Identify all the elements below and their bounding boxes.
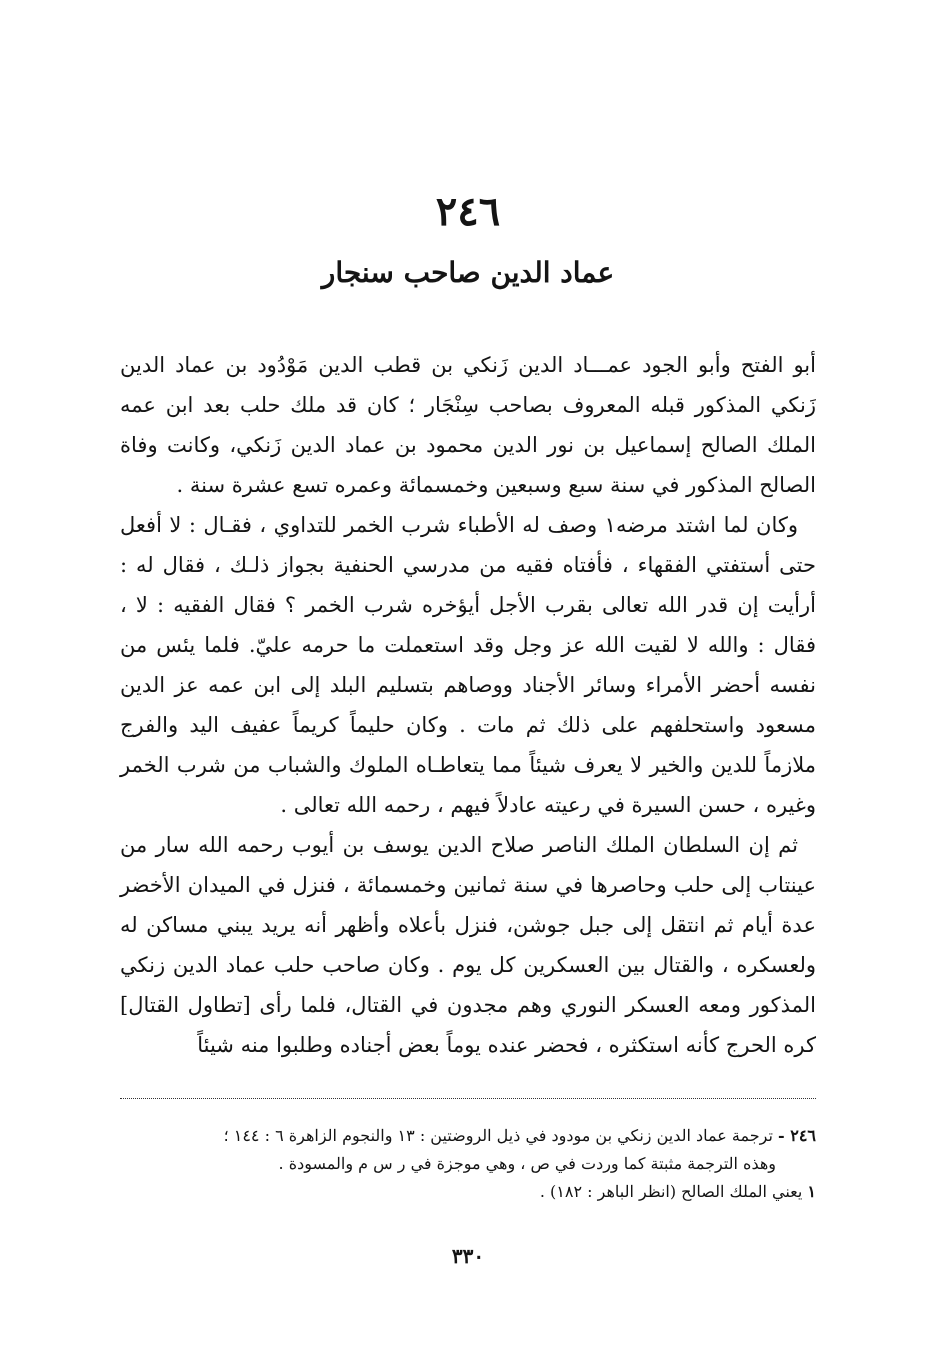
footnote-1: [120, 1178, 816, 1206]
footnote-mark: ١: [807, 1182, 816, 1201]
footnotes: [120, 1122, 816, 1206]
paragraph-3: ثم إن السلطان الملك الناصر صلاح الدين يوسف بن أيوب رحمه الله سار من عينتاب إلى حلب وحاصرها في سنة ثمانين وخمسمائة ، فنزل في الميدان الأخضر عدة أيام ثم انتقل إلى جبل جوشن، فنزل بأعلاه وأظهر أنه يريد يبني مساكن له ولعسكره ، والقتال بين العسكرين كل يوم . وكان صاحب حلب عماد الدين زنكي المذكور ومعه العسكر النوري وهم مجدون في القتال، فلما رأى [تطاول القتال] كره الحرج كأنه استكثره ، فحضر عنده يوماً بعض أجناده وطلبوا منه شيئاً: [120, 833, 816, 1057]
entry-number: ٢٤٦: [435, 188, 501, 235]
footnote-text: يعني الملك الصالح (انظر الباهر : ١٨٢) .: [539, 1182, 803, 1201]
entry-title: عماد الدين صاحب سنجار: [321, 256, 615, 289]
paragraph-2: وكان لما اشتد مرضه١ وصف له الأطباء شرب الخمر للتداوي ، فقـال : لا أفعل حتى أستفتي الفقهاء ، فأفتاه فقيه من مدرسي الحنفية بجواز ذلـك ، فقال له : أرأيت إن قدر الله تعالى بقرب الأجل أيؤخره شرب الخمر ؟ فقال الفقيه : لا ، فقال : والله لا لقيت الله عز وجل وقد استعملت ما حرمه عليّ. فلما يئس من نفسه أحضر الأمراء وسائر الأجناد ووصاهم بتسليم البلد إلى ابن عمه عز الدين مسعود واستحلفهم على ذلك ثم مات . وكان حليماً كريماً عفيف اليد والفرج ملازماً للدين والخير لا يعرف شيئاً مما يتعاطـاه الملوك والشباب من شرب الخمر وغيره ، حسن السيرة في رعيته عادلاً فيهم ، رحمه الله تعالى .: [120, 513, 816, 817]
paragraph-1: أبو الفتح وأبو الجود عمـــاد الدين زَنكي بن قطب الدين مَوْدُود بن عماد الدين زَنكي المذكور قبله المعروف بصاحب سِنْجَار ؛ كان قد ملك حلب بعد ابن عمه الملك الصالح إسماعيل بن نور الدين محمود بن عماد الدين زَنكي، وكانت وفاة الصالح المذكور في سنة سبع وسبعين وخمسمائة وعمره تسع عشرة سنة .: [120, 353, 816, 497]
page-number: ٣٣٠: [451, 1244, 485, 1268]
footnote-divider: [120, 1098, 816, 1099]
footnote-mark: ٢٤٦ -: [778, 1126, 816, 1145]
footnote-text: ترجمة عماد الدين زنكي بن مودود في ذيل الروضتين : ١٣ والنجوم الزاهرة ٦ : ١٤٤ ؛: [223, 1126, 773, 1145]
footnote-entry: [120, 1122, 816, 1150]
footnote-continuation: وهذه الترجمة مثبتة كما وردت في ص ، وهي موجزة في ر س م والمسودة .: [278, 1154, 776, 1173]
main-text: [120, 345, 816, 1065]
